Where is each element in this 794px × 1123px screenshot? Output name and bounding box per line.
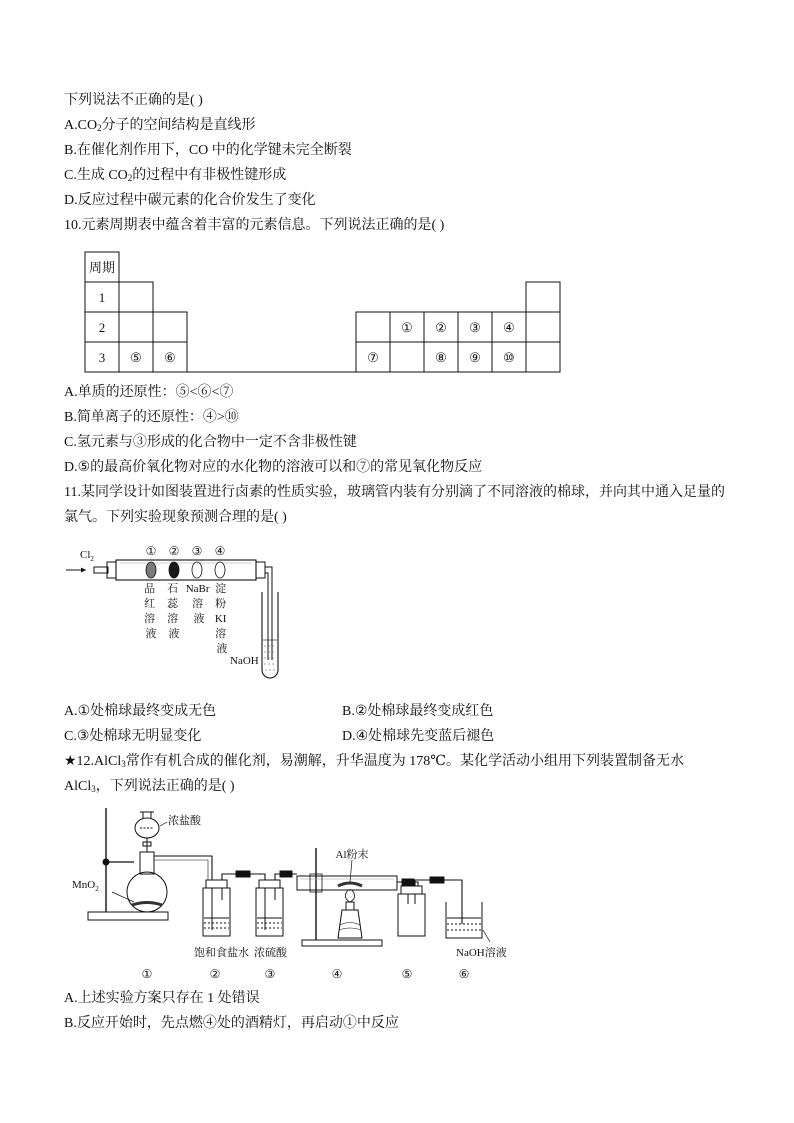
element-mark: ⑥ (164, 350, 176, 365)
solution-label: 品 红 溶 液 (144, 583, 157, 640)
period-label: 3 (98, 350, 106, 365)
ball-mark: ④ (214, 544, 226, 558)
q12-stem-line1: ★12.AlCl$_3$常作有机合成的催化剂，易潮解，升华温度为 178℃。某化学活动小组用下列装置制备无水 (64, 754, 684, 769)
period-label: 2 (98, 320, 106, 335)
table-header: 周期 (88, 260, 116, 275)
naoh-beaker (446, 902, 482, 938)
q12-option-b: B.反应开始时，先点燃④处的酒精灯，再启动①中反应 (64, 1016, 399, 1031)
q10-option-b: B.简单离子的还原性：④>⑩ (64, 410, 239, 425)
solution-label: 石 蕊 溶 液 (167, 583, 180, 640)
element-mark: ② (435, 320, 447, 335)
q11-stem-line2: 氯气。下列实验现象预测合理的是( ) (64, 510, 287, 525)
q9-option-a: $A.CO_2$分子的空间结构是直线形 (64, 118, 256, 133)
bottle-2-label: 饱和食盐水 (194, 947, 249, 959)
element-mark: ⑤ (130, 350, 142, 365)
washing-bottle-3 (256, 888, 283, 936)
q11-stem-line1: 11.某同学设计如图装置进行卤素的性质实验，玻璃管内装有分别滴了不同溶液的棉球，并向其中通入足量的 (64, 485, 725, 500)
element-mark: ④ (503, 320, 515, 335)
q10-stem: 10.元素周期表中蕴含着丰富的元素信息。下列说法正确的是( ) (64, 218, 445, 233)
naoh-label: NaOH (230, 655, 259, 667)
apparatus-number: ⑥ (458, 967, 470, 981)
element-mark: ⑦ (367, 350, 379, 365)
element-mark: ① (401, 320, 413, 335)
q9-stem: 下列说法不正确的是( ) (64, 93, 203, 108)
element-mark: ⑩ (503, 350, 515, 365)
acid-label: 浓盐酸 (168, 815, 201, 827)
q9-option-d: D.反应过程中碳元素的化合价发生了变化 (64, 193, 316, 208)
apparatus-number: ⑤ (401, 967, 413, 981)
ball-mark: ② (168, 544, 180, 558)
stand-base (88, 912, 168, 920)
bottle-3-label: 浓硫酸 (254, 947, 287, 959)
ball-mark: ③ (191, 544, 203, 558)
beaker-label: NaOH溶液 (456, 947, 507, 959)
solution-label: NaBr 溶 液 (185, 583, 210, 625)
al-label: Al粉末 (335, 849, 369, 861)
gas-label: $Cl_2$ (80, 549, 94, 563)
apparatus-number: ③ (264, 967, 276, 981)
q11-option-d: D.④处棉球先变蓝后褪色 (342, 729, 495, 744)
element-mark: ⑨ (469, 350, 481, 365)
element-mark: ③ (469, 320, 481, 335)
flask-neck (140, 852, 154, 874)
apparatus-number: ② (209, 967, 221, 981)
q9-option-b: B.在催化剂作用下，CO 中的化学键未完全断裂 (64, 143, 352, 158)
element-mark: ⑧ (435, 350, 447, 365)
q12-option-a: A.上述实验方案只存在 1 处错误 (64, 991, 260, 1006)
q11-option-b: B.②处棉球最终变成红色 (342, 704, 494, 719)
apparatus-number: ④ (331, 967, 343, 981)
q10-option-a: A.单质的还原性：⑤<⑥<⑦ (64, 385, 234, 400)
bottle-5 (398, 894, 425, 936)
q11-option-a: A.①处棉球最终变成无色 (64, 704, 217, 719)
ball-mark: ① (145, 544, 157, 558)
q12-stem-line2: AlCl$_3$，下列说法正确的是( ) (64, 779, 235, 794)
solution-label: 淀 粉 KI 溶 液 (214, 583, 228, 655)
period-label: 1 (98, 290, 106, 305)
q10-option-d: D.⑤的最高价氧化物对应的水化物的溶液可以和⑦的常见氧化物反应 (64, 460, 483, 475)
q11-option-c: C.③处棉球无明显变化 (64, 729, 202, 744)
apparatus-number: ① (141, 967, 153, 981)
q9-option-c: C.生成 $CO_2$的过程中有非极性键形成 (64, 168, 287, 183)
q10-option-c: C.氢元素与③形成的化合物中一定不含非极性键 (64, 435, 357, 450)
washing-bottle-2 (203, 888, 230, 936)
solid-label: MnO$_2$ (72, 879, 99, 893)
